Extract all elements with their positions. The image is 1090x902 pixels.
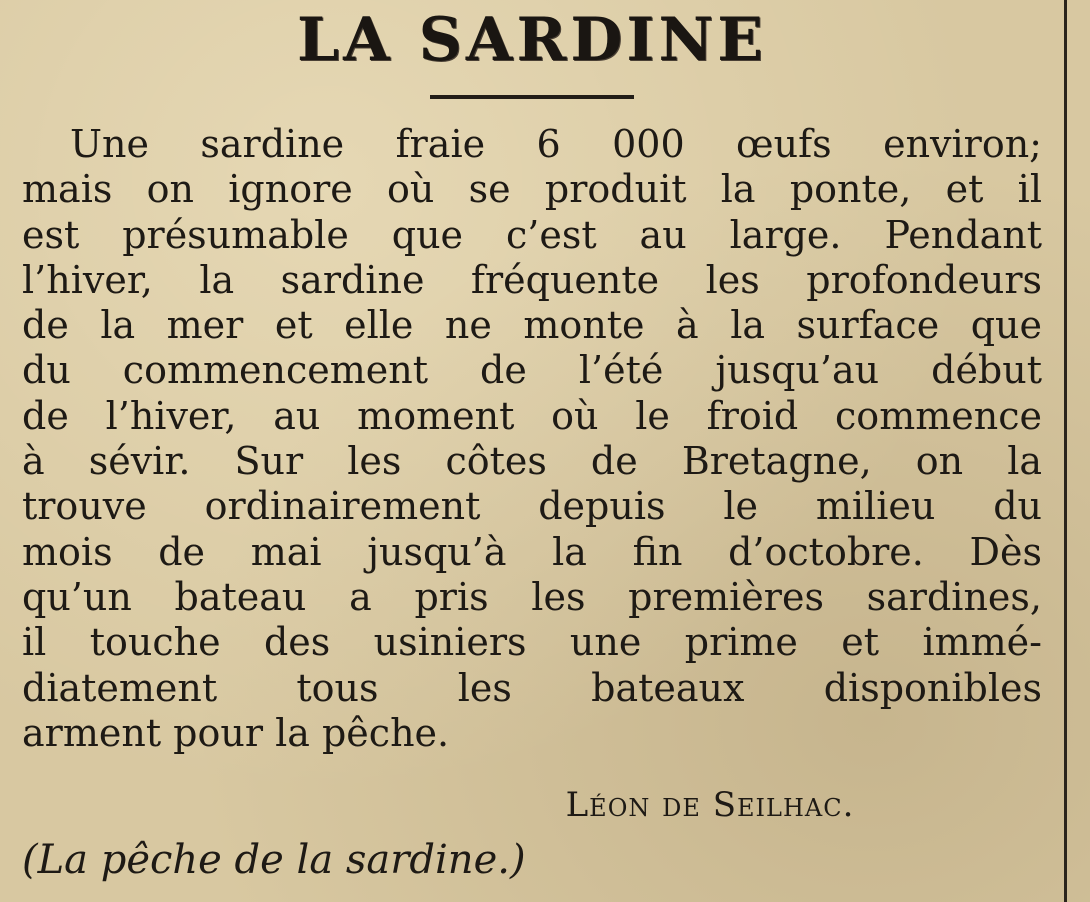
article-line: Une sardine fraie 6 000 œufs environ; [70, 122, 1042, 166]
article-line: à sévir. Sur les côtes de Bretagne, on la [22, 439, 1042, 484]
article-line: du commencement de l’été jusqu’au début [22, 348, 1042, 393]
article-line: trouve ordinairement depuis le milieu du [22, 484, 1042, 529]
article-line: de la mer et elle ne monte à la surface que [22, 303, 1042, 348]
source-citation: (La pêche de la sardine.) [22, 837, 526, 883]
article-line: diatement tous les bateaux disponibles [22, 665, 1042, 710]
article-line: de l’hiver, au moment où le froid commence [22, 393, 1042, 438]
title-underline-rule [430, 95, 634, 99]
article-title: LA SARDINE [296, 5, 768, 75]
column-divider-rule [1064, 0, 1067, 902]
article-line: est présumable que c’est au large. Pendant [22, 212, 1042, 257]
article-line: l’hiver, la sardine fréquente les profondeurs [22, 257, 1042, 302]
article-body [22, 122, 1042, 756]
article-line: arment pour la pêche. [22, 710, 450, 755]
article-line: qu’un bateau a pris les premières sardines, [22, 574, 1042, 619]
article-line: mois de mai jusqu’à la fin d’octobre. Dès [22, 529, 1042, 574]
author-signature: Léon de Seilhac. [565, 785, 855, 825]
article-line: il touche des usiniers une prime et immé- [22, 620, 1042, 665]
article-line: mais on ignore où se produit la ponte, et il [22, 167, 1042, 212]
